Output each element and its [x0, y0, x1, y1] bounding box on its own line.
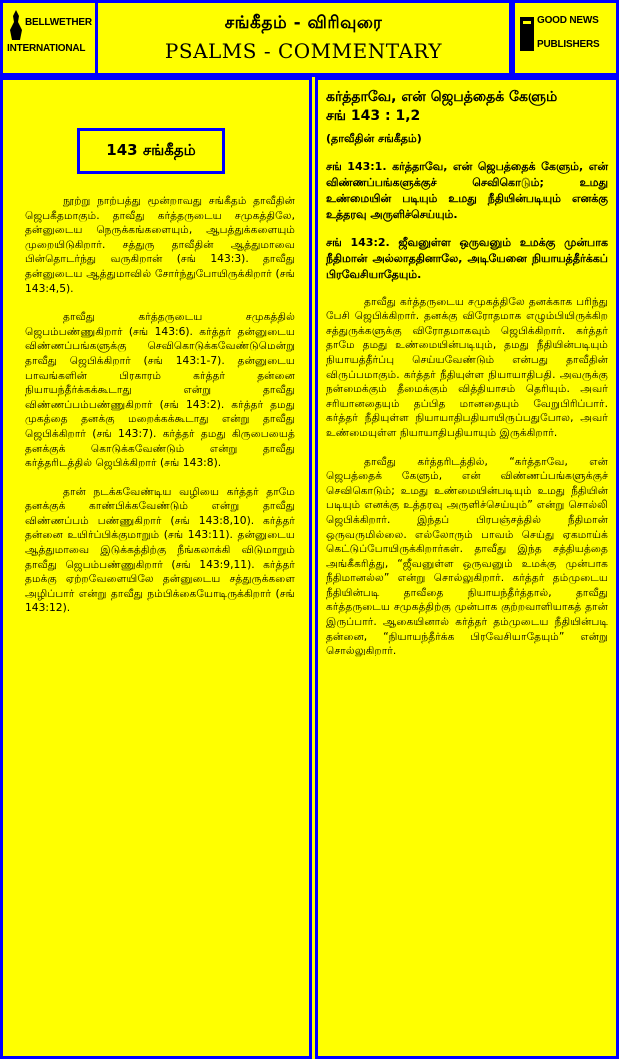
section-reference: சங் 143 : 1,2: [326, 108, 421, 124]
right-body: [326, 88, 608, 673]
section-subheading: (தாவீதின் சங்கீதம்): [326, 132, 422, 145]
left-paragraph: நூற்று நாற்பத்து மூன்றாவது சங்கீதம் தாவீதின் ஜெபகீதமாகும். தாவீது கர்த்தருடைய சமுகத்திலே, தன்னுடைய நெருக்கங்களையும், ஆபத்துக்களையும் முறையிடுகிறார். சத்துரு தாவீதின் ஆத்துமாவை பின்தொடர்ந்து வருகிறான் (சங் 143:3). தாவீது தன்னுடைய ஆத்துமாவில் சோர்ந்துபோயிருக்கிறார் (சங் 143:4,5).: [25, 194, 295, 295]
good-news-logo: [515, 3, 616, 73]
logo-left-line2: INTERNATIONAL: [7, 43, 86, 54]
title-box: [98, 3, 509, 73]
left-paragraph: தாவீது கர்த்தருடைய சமுகத்தில் ஜெபம்பண்ணுகிறார் (சங் 143:6). கர்த்தர் தன்னுடைய விண்ணப்பங்களுக்கு செவிகொடுக்கவேண்டுமென்று தாவீது ஜெபிக்கிறார் (சங் 143:1-7). தன்னுடைய பாவங்களின் பிரகாரம் கர்த்தர் தன்னை நியாயந்தீர்க்கக்கூடாது என்று தாவீது விண்ணப்பம்பண்ணுகிறார் (சங் 143:2). கர்த்தர் தமது முகத்தை தனக்கு மறைக்கக்கூடாது என்று தாவீது ஜெபிக்கிறார் (சங் 143:7). கர்த்தர் தமது கிருபையைத் தனக்குக் கொடுக்கவேண்டும் என்று தாவீது கர்த்தரிடத்தில் ஜெபிக்கிறார் (சங் 143:8).: [25, 310, 295, 470]
right-column: [315, 77, 619, 1059]
psalm-number-badge: 143 சங்கீதம்: [77, 128, 225, 174]
page-title-tamil: சங்கீதம் - விரிவுரை: [224, 13, 383, 33]
logo-right-line1: GOOD NEWS: [537, 15, 599, 26]
right-paragraph: தாவீது கர்த்தரிடத்தில், “கர்த்தாவே, என் ஜெபத்தைக் கேளும், என் விண்ணப்பங்களுக்குச் செவிகொடும்; உமது உண்மையின்படியும் உமது நீதியின் படியும் எனக்கு உத்தரவு அருளிச்செய்யும்” என்று சொல்லி ஜெபிக்கிறார். இந்தப் பிரபஞ்சத்தில் நீதிமான் ஒருவருமில்லை. எல்லோரும் பாவம் செய்து ஏகமாய்க் கெட்டுப்போயிருக்கிறார்கள். தாவீது இந்த சத்தியத்தை அங்கீகரித்து, “ஜீவனுள்ள ஒருவனும் உமக்கு முன்பாக நீதிமானல்ல” என்று சொல்லுகிறார். கர்த்தர் தம்முடைய நீதியின்படி தாவீதை நியாயந்தீர்த்தால், தாவீது கர்த்தருடைய சமுகத்திற்கு முன்பாக குற்றவாளியாகத் தான் இருப்பார். ஆகையினால் கர்த்தர் தம்முடைய நீதியின்படி தன்னை, “நியாயந்தீர்க்க பிரவேசியாதேயும்” என்று சொல்லுகிறார்.: [326, 454, 608, 658]
right-paragraph: தாவீது கர்த்தருடைய சமுகத்திலே தனக்காக பரிந்து பேசி ஜெபிக்கிறார். தனக்கு விரோதமாக எழும்பியிருக்கிற சத்துருக்களுக்கு விரோதமாகவும் ஜெபிக்கிறார். கர்த்தர் தாமே தமது உண்மையின்படியும், தமது நீதியின்படியும் நியாயத்தீர்ப்பு செய்யவேண்டும் என்பது தாவீதின் விருப்பமாகும். கர்த்தர் நீதியுள்ள நியாயாதிபதி. அவருக்கு நன்மைக்கும் தீமைக்கும் வித்தியாசம் தெரியும். அவர் சரியானதையும் தப்பித மானதையும் வேறுபிரிப்பார். கர்த்தர் நீதியுள்ள நியாயாதிபதியாயிருப்பதுபோல, அவர் உண்மையுள்ள நியாயாதிபதியாயும் இருக்கிறார்.: [326, 294, 608, 439]
left-column: [0, 77, 312, 1059]
bellwether-logo: [3, 3, 95, 73]
logo-right-line2: PUBLISHERS: [537, 39, 600, 50]
page-header: [0, 0, 619, 77]
section-heading: கர்த்தாவே, என் ஜெபத்தைக் கேளும்: [326, 89, 558, 105]
book-icon: [518, 13, 536, 53]
page-title-english: PSALMS - COMMENTARY: [164, 39, 443, 63]
logo-left-line1: BELLWETHER: [25, 17, 92, 28]
bellwether-icon: [6, 8, 26, 42]
left-paragraph: தான் நடக்கவேண்டிய வழியை கர்த்தர் தாமே தனக்குக் காண்பிக்கவேண்டும் என்று தாவீது விண்ணப்பம் பண்ணுகிறார் (சங் 143:8,10). கர்த்தர் தன்னை உயிர்ப்பிக்குமாறும் (சங் 143:11). தன்னுடைய ஆத்துமாவை இடுக்கத்திற்கு நீங்கலாக்கி விடுமாறும் தாவீது ஜெபம்பண்ணுகிறார் (சங் 143:9,11). கர்த்தர் தமக்கு ஏற்றவேளையிலே தன்னுடைய சத்துருக்களை அழிப்பார் என்று தாவீது நம்பிக்கையோடிருக்கிறார் (சங் 143:12).: [25, 484, 295, 615]
verse-text: சங் 143:2. ஜீவனுள்ள ஒருவனும் உமக்கு முன்பாக நீதிமான் அல்லாததினாலே, அடியேனை நியாயத்தீர்க்கப் பிரவேசியாதேயும்.: [326, 235, 608, 281]
verse-text: சங் 143:1. கர்த்தாவே, என் ஜெபத்தைக் கேளும், என் விண்ணப்பங்களுக்குச் செவிகொடும்; உமது உண்மையின் படியும் உமது நீதியின்படியும் எனக்கு உத்தரவு அருளிச்செய்யும்.: [326, 159, 608, 221]
left-body: [25, 194, 295, 630]
